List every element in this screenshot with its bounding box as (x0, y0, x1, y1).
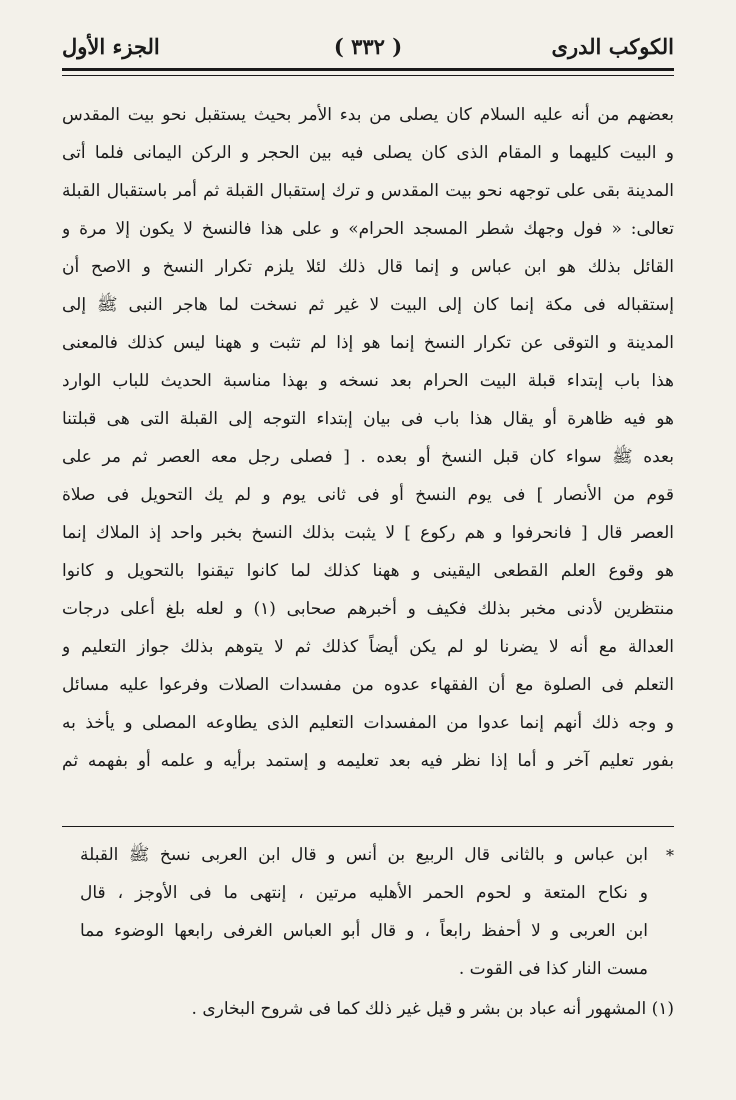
footnote-line: ابن العربى و لا أحفظ رابعاً ، و قال أبو العباس الغرفى رابعها الوضوء مما (80, 921, 648, 941)
footnote-separator (62, 826, 674, 827)
text-line: تعالى: « فول وجهك شطر المسجد الحرام» و على هذا فالنسخ لا يكون إلا مرة و (62, 219, 674, 239)
footnote-line: و نكاح المتعة و لحوم الحمر الأهليه مرتين ، إنتهى ما فى الأوجز ، قال (80, 883, 648, 903)
footnote-line: ابن عباس و بالثانى قال الربيع بن أنس و قال ابن العربى نسخ ﷺ القبلة (80, 845, 648, 865)
text-line: المدينة و التوقى عن تكرار النسخ إنما هو إذا لم تثبت و ههنا ليس كذلك فالمعنى (62, 333, 674, 353)
footnote-star-marker: * (666, 846, 674, 865)
text-line: العدالة مع أنه لا يضرنا لو لم يكن أيضاً كذلك ثم لا يتوهم بذلك جواز التعليم و (62, 637, 674, 657)
text-line: العصر قال [ فانحرفوا و هم ركوع ] لا يثبت بذلك النسخ بخبر واحد إذ الملاك إنما (62, 523, 674, 543)
part-label: الجزء الأول (62, 34, 160, 59)
text-line: منتظرين لأدنى مخبر بذلك فكيف و أخبرهم صحابى (١) و لعله بلغ أعلى درجات (62, 599, 674, 619)
text-line: هو فيه ظاهرة أو يقال هذا باب فى بيان إبتداء التوجه إلى القبلة التى هى قبلتنا (62, 409, 674, 429)
text-line: بعده ﷺ سواء كان قبل النسخ أو بعده . [ فصلى رجل معه العصر ثم مر على (62, 447, 674, 467)
text-line: المدينة بقى على توجهه نحو بيت المقدس و ترك إستقبال القبلة ثم أمر باستقبال القبلة (62, 181, 674, 201)
text-line: إستقباله فى مكة إنما كان إلى البيت لا غير ثم نسخت لما هاجر النبى ﷺ إلى (62, 295, 674, 315)
footnote-star (62, 836, 674, 988)
header-rule-thick (62, 68, 674, 71)
text-line: هذا باب إبتداء قبلة البيت الحرام بعد نسخه و بهذا مناسبة الحديث للباب الوارد (62, 371, 674, 391)
text-line: التعلم فى الصلوة مع أن الفقهاء عدوه من مفسدات الصلات وفرعوا عليه مسائل (62, 675, 674, 695)
book-title: الكوكب الدرى (551, 34, 674, 59)
text-line: بعضهم من أنه عليه السلام كان يصلى من بدء الأمر بحيث يستقبل نحو بيت المقدس (62, 105, 674, 125)
page-number: ( ٣٣٢ ) (333, 34, 403, 59)
header-rule-thin (62, 75, 674, 76)
text-line: قوم من الأنصار ] فى يوم النسخ أو فى ثانى يوم و لم يك التحويل فى صلاة (62, 485, 674, 505)
footnote-1: (١) المشهور أنه عباد بن بشر و قيل غير ذلك كما فى شروح البخارى . (191, 999, 674, 1019)
text-line: و البيت كليهما و المقام الذى كان يصلى فيه بين الحجر و الركن اليمانى فلما أتى (62, 143, 674, 163)
text-line: و وجه ذلك أنهم إنما عدوا من المفسدات التعليم الذى يطاوعه المصلى و يأخذ به (62, 713, 674, 733)
main-text (62, 96, 674, 780)
text-line: بفور تعليم آخر و أما إذا نظر فيه بعد تعليمه و إستمد برأيه و علمه أو بفهمه ثم (62, 751, 674, 771)
footnote-line: مست النار كذا فى القوت . (458, 959, 648, 979)
running-header (62, 30, 674, 66)
text-line: هو وقوع العلم القطعى اليقينى و ههنا كذلك لما كانوا تيقنوا بالتحويل و كانوا (62, 561, 674, 581)
text-line: القائل بذلك هو ابن عباس و إنما قال ذلك لئلا يلزم تكرار النسخ و الاصح أن (62, 257, 674, 277)
